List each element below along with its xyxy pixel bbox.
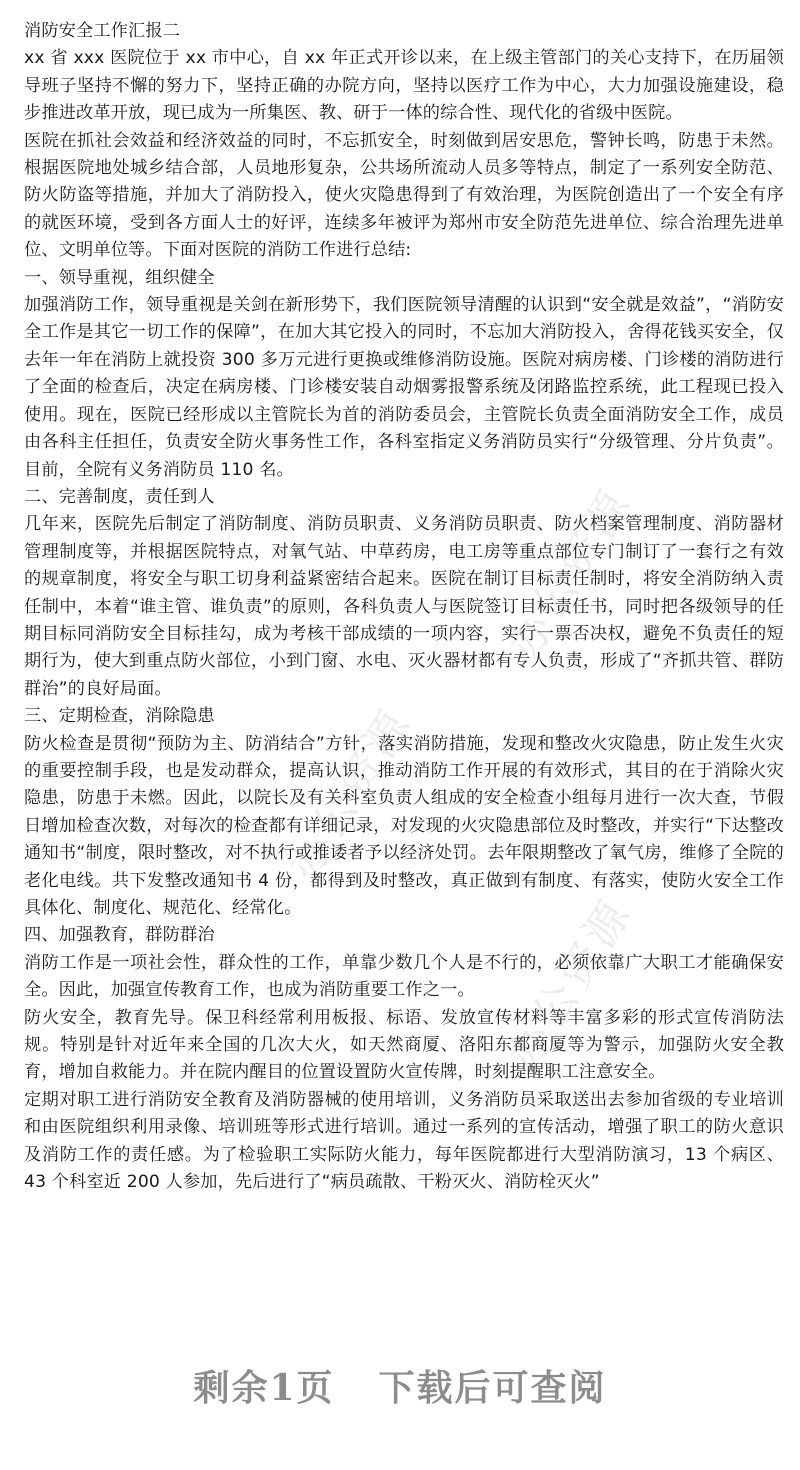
watermark: 办公资源 <box>497 889 643 1080</box>
download-banner[interactable] <box>0 1360 800 1411</box>
watermark: 办公资源 <box>277 699 423 890</box>
section-heading-3: 三、定期检查，消除隐患 <box>24 706 215 727</box>
paragraph-intro: xx 省 xxx 医院位于 xx 市中心，自 xx 年正式开诊以来，在上级主管部门的关心支持下，在历届领导班子坚持不懈的努力下，坚持正确的办院方向，坚持以医疗工作为中心，大力加强设施建设，稳步推进改革开放，现已成为一所集医、教、研于一体的综合性、现代化的省级中医院。 <box>24 48 784 124</box>
download-to-view-label: 下载后可查阅 <box>378 1367 607 1409</box>
section-heading-4: 四、加强教育，群防群治 <box>24 925 215 946</box>
remaining-pages-label: 剩余1页 <box>193 1367 335 1409</box>
document-body <box>24 0 784 1196</box>
paragraph-section-4b: 防火安全，教育先导。保卫科经常利用板报、标语、发放宣传材料等丰富多彩的形式宣传消防法规。特别是针对近年来全国的几次大火，如天然商厦、洛阳东都商厦等为警示，加强防火安全教育，增加自救能力。并在院内醒目的位置设置防火宣传牌，时刻提醒职工注意安全。 <box>24 1007 784 1083</box>
paragraph-section-3: 防火检查是贯彻“预防为主、防消结合”方针，落实消防措施，发现和整改火灾隐患，防止发生火灾的重要控制手段，也是发动群众，提高认识，推动消防工作开展的有效形式，其目的在于消除火灾隐患，防患于未燃。因此，以院长及有关科室负责人组成的安全检查小组每月进行一次大查，节假日增加检查次数，对每次的检查都有详细记录，对发现的火灾隐患部位及时整改，并实行“下达整改通知书“制度，限时整改，对不执行或推诿者予以经济处罚。去年限期整改了氧气房，维修了全院的老化电线。共下发整改通知书 4 份，都得到及时整改，真正做到有制度、有落实，使防火安全工作具体化、制度化、规范化、经常化。 <box>24 733 784 918</box>
document-title: 消防安全工作汇报二 <box>24 21 181 41</box>
paragraph-overview: 医院在抓社会效益和经济效益的同时，不忘抓安全，时刻做到居安思危，警钟长鸣，防患于未然。根据医院地处城乡结合部，人员地形复杂，公共场所流动人员多等特点，制定了一系列安全防范、防火防盗等措施，并加大了消防投入，使火灾隐患得到了有效治理，为医院创造出了一个安全有序的就医环境，受到各方面人士的好评，连续多年被评为郑州市安全防范先进单位、综合治理先进单位、文明单位等。下面对医院的消防工作进行总结: <box>24 130 784 261</box>
section-heading-2: 二、完善制度，责任到人 <box>24 486 215 507</box>
paragraph-section-4c: 定期对职工进行消防安全教育及消防器械的使用培训，义务消防员采取送出去参加省级的专业培训和由医院组织利用录像、培训班等形式进行培训。通过一系列的宣传活动，增强了职工的防火意识及消防工作的责任感。为了检验职工实际防火能力，每年医院都进行大型消防演习，13 个病区、43 个科室近 200 人参加，先后进行了“病员疏散、干粉灭火、消防栓灭火” <box>24 1089 784 1193</box>
paragraph-section-1: 加强消防工作，领导重视是关剑在新形势下，我们医院领导清醒的认识到“安全就是效益”，“消防安全工作是其它一切工作的保障”，在加大其它投入的同时，不忘加大消防投入，舍得花钱买安全，仅去年一年在消防上就投资 300 多万元进行更换或维修消防设施。医院对病房楼、门诊楼的消防进行了全面的检查后，决定在病房楼、门诊楼安装自动烟雾报警系统及闭路监控系统，此工程现已投入使用。现在，医院已经形成以主管院长为首的消防委员会，主管院长负责全面消防安全工作，成员由各科主任担任，负责安全防火事务性工作，各科室指定义务消防员实行“分级管理、分片负责”。目前，全院有义务消防员 110 名。 <box>24 295 784 480</box>
paragraph-section-2: 几年来，医院先后制定了消防制度、消防员职责、义务消防员职责、防火档案管理制度、消防器材管理制度等，并根据医院特点，对氧气站、中草药房，电工房等重点部位专门制订了一套行之有效的规章制度，将安全与职工切身利益紧密结合起来。医院在制订目标责任制时，将安全消防纳入责任制中，本着“谁主管、谁负责”的原则，各科负责人与医院签订目标责任书，同时把各级领导的任期目标同消防安全目标挂勾，成为考核干部成绩的一项内容，实行一票否决权，避免不负责任的短期行为，使大到重点防火部位，小到门窗、水电、灭火器材都有专人负责，形成了“齐抓共管、群防群治”的良好局面。 <box>24 514 784 699</box>
watermark: 办公资源 <box>497 479 643 670</box>
section-heading-1: 一、领导重视，组织健全 <box>24 267 215 288</box>
paragraph-section-4a: 消防工作是一项社会性，群众性的工作，单靠少数几个人是不行的，必须依靠广大职工才能确保安全。因此，加强宣传教育工作，也成为消防重要工作之一。 <box>24 952 784 1001</box>
